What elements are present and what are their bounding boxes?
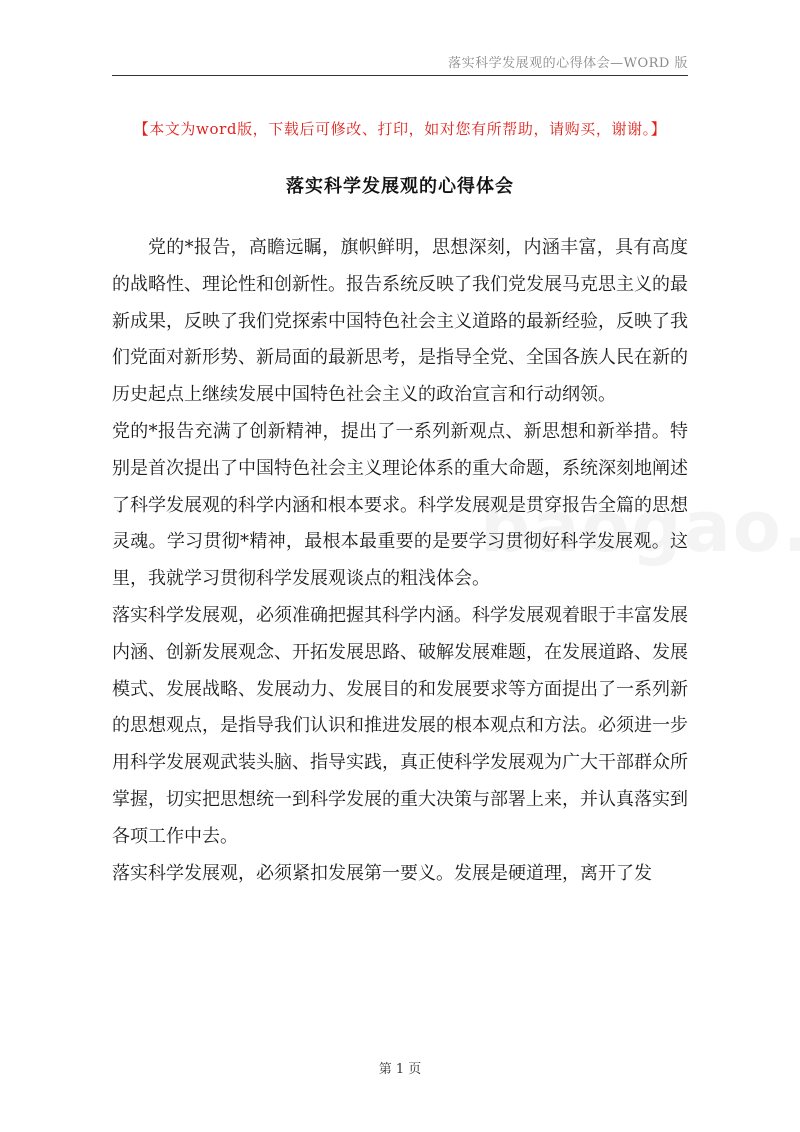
paragraph: 党的*报告充满了创新精神，提出了一系列新观点、新思想和新举措。特别是首次提出了中国特色社会主义理论体系的重大命题，系统深刻地阐述了科学发展观的科学内涵和根本要求。科学发展观是贯穿报告全篇的思想灵魂。学习贯彻*精神，最根本最重要的是要学习贯彻好科学发展观。这里，我就学习贯彻科学发展观谈点的粗浅体会。 [112, 420, 688, 590]
body-text [112, 230, 688, 892]
running-header: 落实科学发展观的心得体会—WORD 版 [448, 56, 688, 71]
paragraph: 落实科学发展观，必须准确把握其科学内涵。科学发展观着眼于丰富发展内涵、创新发展观念、开拓发展思路、破解发展难题，在发展道路、发展模式、发展战略、发展动力、发展目的和发展要求等方面提出了一系列新的思想观点，是指导我们认识和推进发展的根本观点和方法。必须进一步用科学发展观武装头脑、指导实践，真正使科学发展观为广大干部群众所掌握，切实把思想统一到科学发展的重大决策与部署上来，并认真落实到各项工作中去。 [112, 604, 688, 847]
page-number: 第 1 页 [378, 1062, 422, 1077]
paragraph: 落实科学发展观，必须紧扣发展第一要义。发展是硬道理，离开了发 [112, 862, 652, 884]
paragraph: 党的*报告，高瞻远瞩，旗帜鲜明，思想深刻，内涵丰富，具有高度的战略性、理论性和创新性。报告系统反映了我们党发展马克思主义的最新成果，反映了我们党探索中国特色社会主义道路的最新经验，反映了我们党面对新形势、新局面的最新思考，是指导全党、全国各族人民在新的历史起点上继续发展中国特色社会主义的政治宣言和行动纲领。 [112, 237, 688, 406]
document-title: 落实科学发展观的心得体会 [286, 176, 514, 197]
header-divider [112, 75, 688, 76]
purchase-notice: 【本文为word版，下载后可修改、打印，如对您有所帮助，请购买，谢谢。】 [133, 120, 667, 138]
